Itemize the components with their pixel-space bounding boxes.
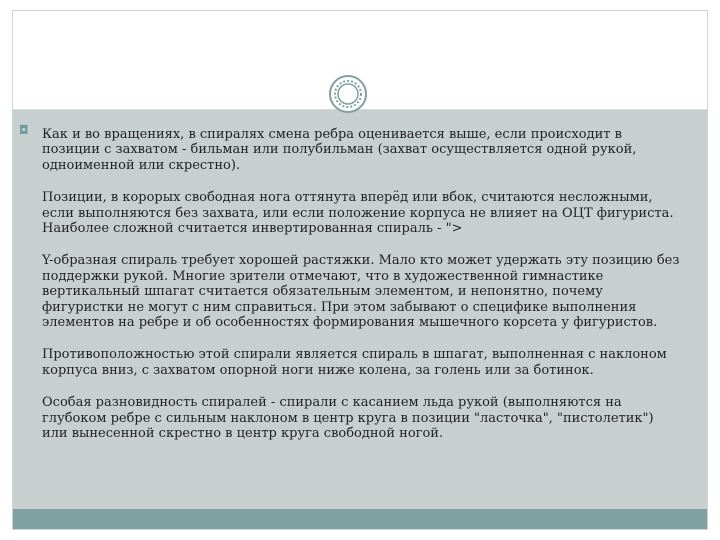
bullet-icon: ◘ [19,123,29,137]
paragraph-2: Позиции, в корорых свободная нога оттянута вперёд или вбок, считаются несложными, если выполняются без захвата, или если положение корпуса не влияет на ОЦТ фигуриста. Наиболее сложной считается инвертированная спираль - "> [42,190,674,237]
paragraph-5: Особая разновидность спиралей - спирали с касанием льда рукой (выполняются на глубоком ребре с сильным наклоном в центр круга в позиции "ласточка", "пистолетик") или вынесенной скрестно в центр круга свободной ногой. [42,395,654,442]
footer-bar [13,509,707,529]
paragraph-3: Y-образная спираль требует хорошей растяжки. Мало кто может удержать эту позицию без поддержки рукой. Многие зрители отмечают, что в художественной гимнастике вертикальный шпагат считается обязательным элементом, и непонятно, почему фигуристки не могут с ним справиться. При этом забывают о специфике выполнения элементов на ребре и об особенностях формирования мышечного корсета у фигуристов. [42,253,680,331]
paragraph-4: Противоположностью этой спирали является спираль в шпагат, выполненная с наклоном корпуса вниз, с захватом опорной ноги ниже колена, за голень или за ботинок. [42,347,667,378]
circle-ornament-icon [328,74,368,114]
text-body [42,127,682,459]
paragraph-1: Как и во вращениях, в спиралях смена ребра оценивается выше, если происходит в позиции с захватом - бильман или полубильман (захват осуществляется одной рукой, одноименной или скрестно). [42,127,637,173]
